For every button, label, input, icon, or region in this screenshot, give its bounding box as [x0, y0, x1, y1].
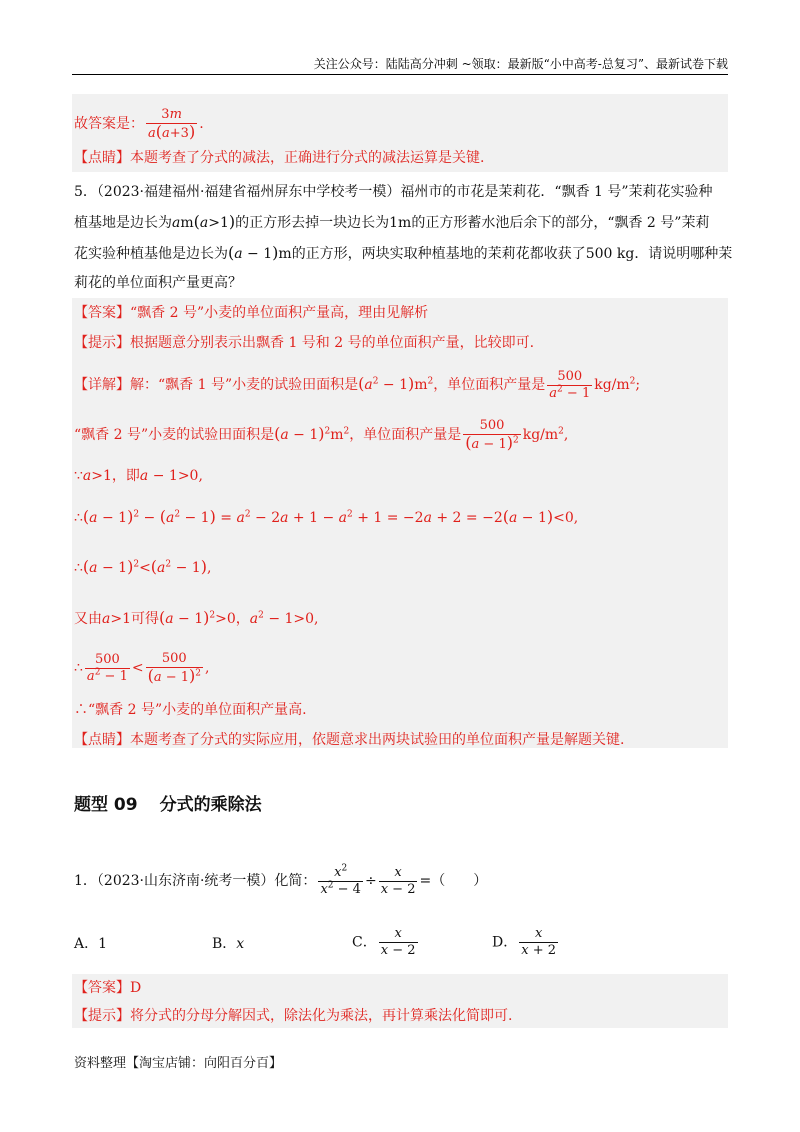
- q5-therefore-2: ∴(a − $1)^2<(a^2 - 1)$,: [74, 557, 212, 576]
- compare-left-fraction: $\frac{500}{a^2 - 1}$: [86, 651, 128, 684]
- prev-answer-fraction: $\frac{3m}{a(a+3)}$: [148, 106, 196, 141]
- q1-answer: 【答案】D: [74, 980, 142, 996]
- prev-point: 【点睛】本题考查了分式的减法，正确进行分式的减法运算是关键.: [74, 150, 485, 166]
- option-d[interactable]: D． $\frac{x}{x + 2}$: [492, 926, 557, 958]
- q5-therefore-1: ∴(a − $1)^2 - (a^2 - 1) = a^2 - 2a + 1 - a^2 + 1 = -2a + 2 = -2(a - 1)<0$,: [74, 507, 579, 526]
- page-footer: 资料整理【淘宝店铺：向阳百分百】: [74, 1056, 283, 1071]
- q5-compare: ∴ $\frac{500}{a^2 - 1}$ < $\frac{500}{(a - 1)^2}$ ,: [74, 650, 210, 685]
- option-c[interactable]: C． $\frac{x}{x - 2}$: [352, 926, 416, 958]
- q5-detail-1: 【详解】解：“飘香 1 号”小麦的试验田面积是$(a^2 - 1)m^2$，单位面积产量是 $\frac{500}{a^2 - 1}$ $kg/m^2$;: [74, 368, 641, 401]
- option-c-fraction: $\frac{x}{x - 2}$: [380, 926, 416, 958]
- q5-because: ∵a>1，即a − 1>0,: [74, 468, 203, 484]
- q5-point: 【点睛】本题考查了分式的实际应用，依题意求出两块试验田的单位面积产量是解题关键.: [74, 732, 625, 748]
- yield-2-fraction: $\frac{500}{(a - 1)^2}$: [465, 417, 519, 452]
- q5-line-2: 植基地是边长为am(a>1)的正方形去掉一块边长为1m的正方形蓄水池后余下的部分，“飘香 2 号”茉莉: [74, 212, 710, 231]
- section-heading: 题型 09 分式的乘除法: [74, 795, 262, 815]
- q1-fraction-1: $\frac{x^2}{x^2 - 4}$: [320, 863, 361, 897]
- option-b[interactable]: B．x: [212, 936, 245, 952]
- option-a[interactable]: A．1: [74, 936, 108, 952]
- compare-right-fraction: $\frac{500}{(a - 1)^2}$: [147, 650, 202, 685]
- q5-conclusion: ∴“飘香 2 号”小麦的单位面积产量高.: [74, 702, 307, 718]
- q1-stem: 1．（2023·山东济南·统考一模）化简： $\frac{x^2}{x^2 - 4}$ ÷ $\frac{x}{x - 2}$ =（ ）: [74, 863, 488, 897]
- yield-1-fraction: $\frac{500}{a^2 - 1}$: [549, 368, 591, 401]
- prev-answer: 故答案是： $\frac{3m}{a(a+3)}$ .: [74, 106, 204, 141]
- q1-fraction-2: $\frac{x}{x - 2}$: [380, 864, 416, 897]
- q1-hint: 【提示】将分式的分母分解因式，除法化为乘法，再计算乘法化简即可.: [74, 1008, 513, 1024]
- q5-line-3: 花实验种植基他是边长为(a − 1)m的正方形，两块实取种植基地的茉莉花都收获了500 kg．请说明哪种茉: [74, 243, 733, 262]
- q5-line-4: 莉花的单位面积产量更高？: [74, 275, 242, 291]
- q5-hint: 【提示】根据题意分别表示出飘香 1 号和 2 号的单位面积产量，比较即可.: [74, 335, 535, 351]
- q5-detail-2: “飘香 2 号”小麦的试验田面积是$(a - 1)^2m^2$，单位面积产量是 $\frac{500}{(a - 1)^2}$ $kg/m^2$,: [74, 417, 569, 452]
- option-d-fraction: $\frac{x}{x + 2}$: [521, 926, 557, 958]
- q5-line-1: 5．（2023·福建福州·福建省福州屏东中学校考一模）福州市的市花是茉莉花．“飘香 1 号”茉莉花实验种: [74, 184, 713, 200]
- q5-answer: 【答案】“飘香 2 号”小麦的单位面积产量高，理由见解析: [74, 305, 429, 321]
- page-header: 关注公众号：陆陆高分冲刺 ~领取：最新版“小中高考-总复习”、最新试卷下载: [72, 56, 728, 75]
- q5-also: 又由a>1可得$(a - 1)^2>0$，$a^2 - 1>0$,: [74, 608, 319, 627]
